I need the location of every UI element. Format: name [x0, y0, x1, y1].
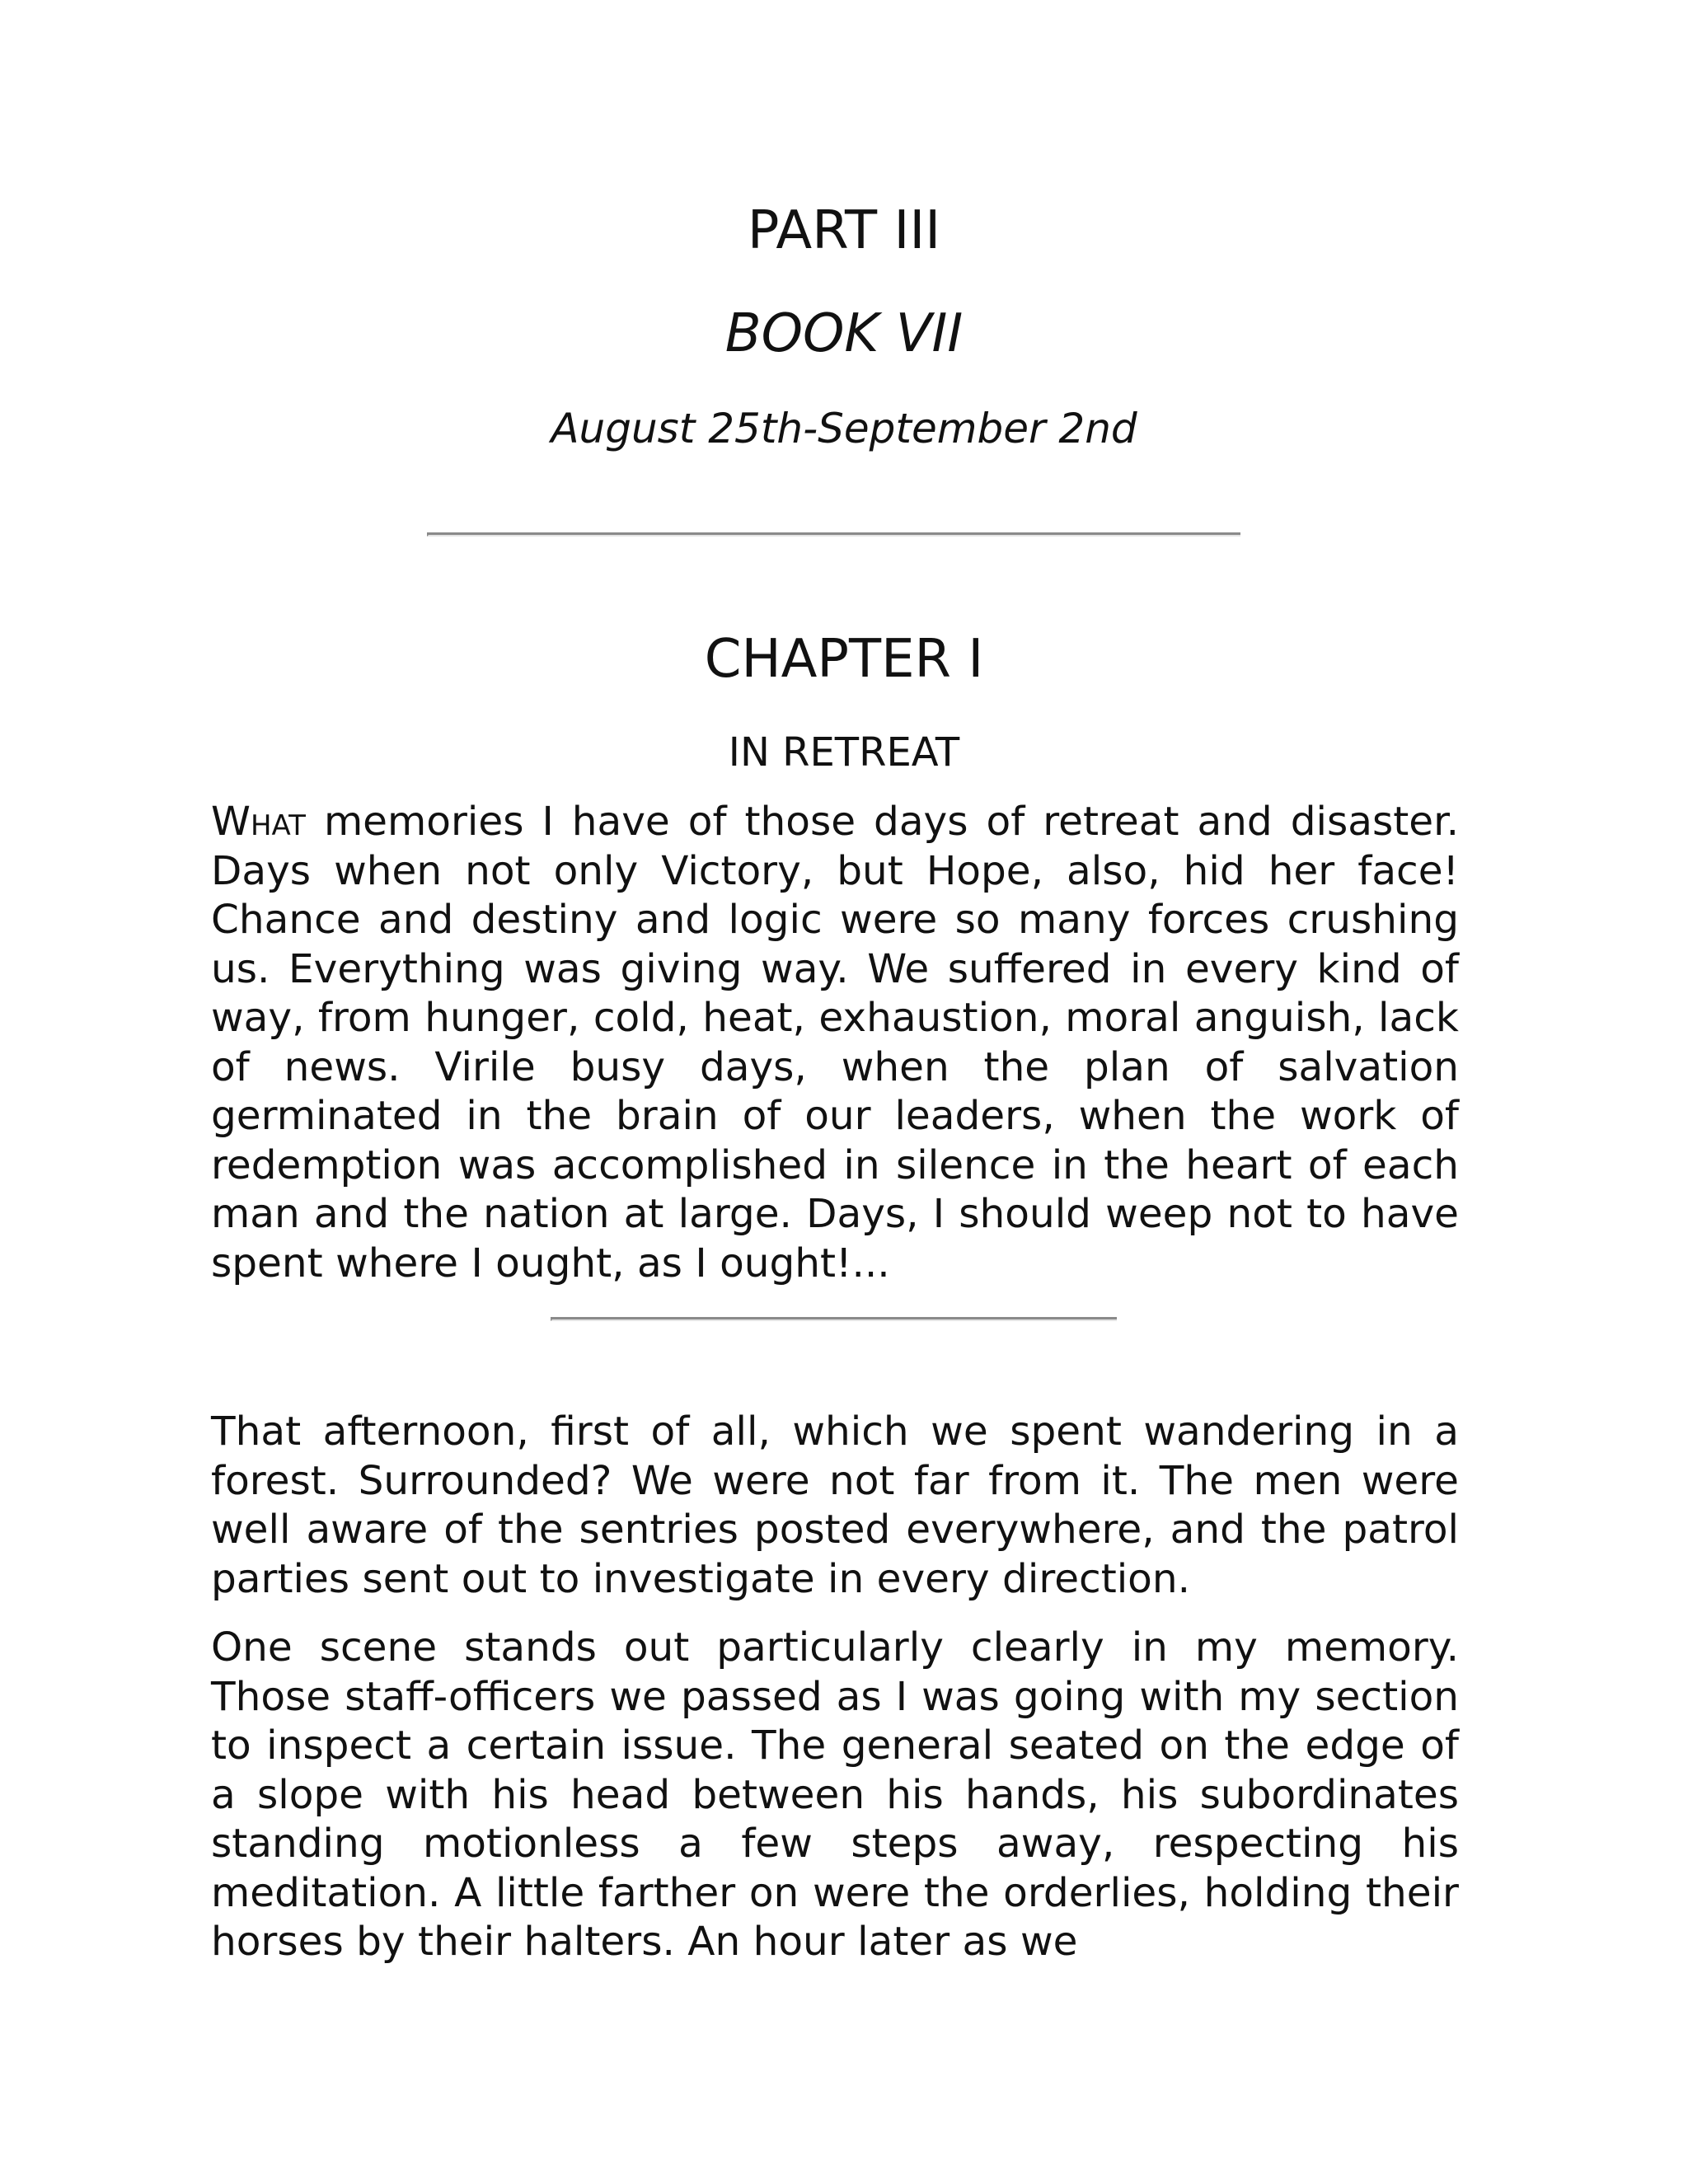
chapter-subtitle: IN RETREAT — [728, 729, 960, 776]
drop-word: What — [211, 799, 306, 845]
part-title: PART III — [747, 200, 941, 261]
paragraph: What memories I have of those days of retreat and disaster. Days when not only Victory, but Hope, also, hid her face! Chance and destiny and logic were so many forces crushing us. Everything was giving way. We suffered in every kind of way, from hunger, cold, heat, exhaustion, moral anguish, lack of news. Virile busy days, when the plan of salvation germinated in the brain of our leaders, when the work of redemption was accomplished in silence in the heart of each man and the nation at large. Days, I should weep not to have spent where I ought, as I ought!... — [211, 799, 1459, 1286]
section-divider — [551, 1317, 1117, 1321]
book-title: BOOK VII — [724, 303, 964, 364]
chapter-title: CHAPTER I — [704, 629, 984, 690]
section-divider — [427, 532, 1240, 537]
paragraph: That afternoon, first of all, which we spent wandering in a forest. Surrounded? We were not far from it. The men were well aware of the sentries posted everywhere, and the patrol parties sent out to investigate in every direction. — [211, 1408, 1459, 1602]
paragraph: One scene stands out particularly clearly in my memory. Those staff-officers we passed as I was going with my section to inspect a certain issue. The general seated on the edge of a slope with his head between his hands, his subordinates standing motionless a few steps away, respecting his meditation. A little farther on were the orderlies, holding their horses by their halters. An hour later as we — [211, 1624, 1459, 1965]
date-range: August 25th-September 2nd — [551, 405, 1137, 452]
